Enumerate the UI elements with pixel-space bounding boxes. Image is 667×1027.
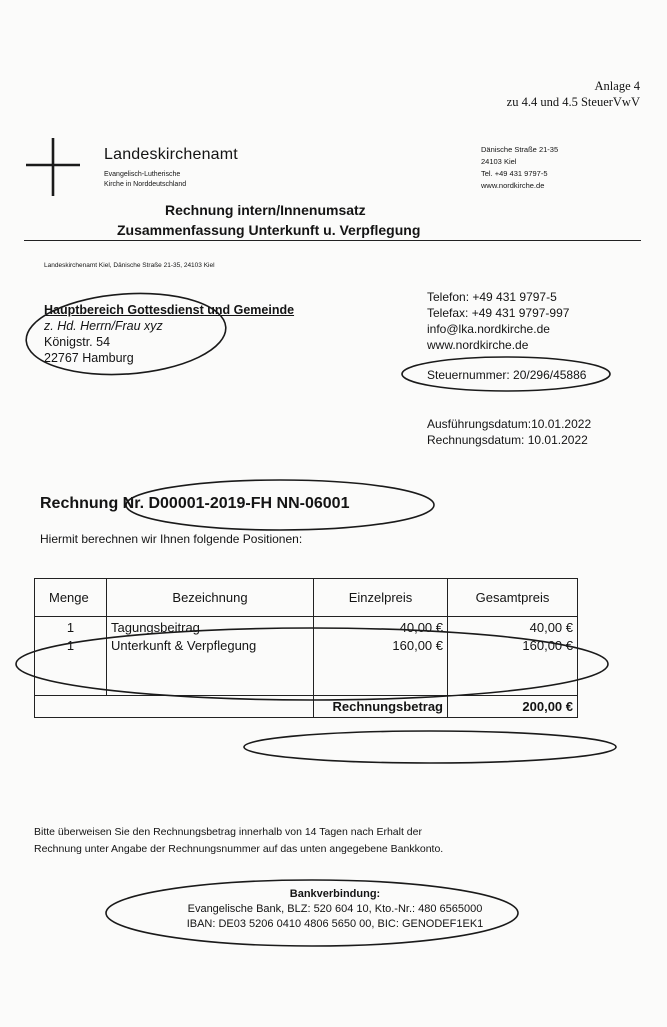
annex-line: Anlage 4 <box>594 79 640 93</box>
org-subtitle-line: Kirche in Norddeutschland <box>104 181 187 188</box>
recipient-city: 22767 Hamburg <box>44 351 134 365</box>
sum-label: Rechnungsbetrag <box>314 696 448 718</box>
invoice-intro: Hiermit berechnen wir Ihnen folgende Positionen: <box>40 532 303 546</box>
invoice-number: Nr. D00001-2019-FH NN-06001 <box>122 495 350 512</box>
return-address: Landeskirchenamt Kiel, Dänische Straße 21-35, 24103 Kiel <box>44 262 215 269</box>
recipient-street: Königstr. 54 <box>44 335 111 349</box>
bank-line: Evangelische Bank, BLZ: 520 604 10, Kto.-Nr.: 480 6565000 <box>187 903 483 915</box>
sender-web: www.nordkirche.de <box>481 181 545 190</box>
cell-quantity: 1 <box>35 617 107 636</box>
annex-note <box>507 78 640 110</box>
table-header-row <box>35 579 578 617</box>
cell-description: Tagungsbeitrag <box>107 617 314 636</box>
bank-details <box>140 887 530 932</box>
cell-quantity: 1 <box>35 635 107 653</box>
invoice-heading-prefix: Rechnung <box>40 495 119 512</box>
dates-block <box>427 416 591 448</box>
sender-phone: Tel. +49 431 9797-5 <box>481 169 548 178</box>
recipient-attention: z. Hd. Herrn/Frau xyz <box>44 319 163 333</box>
recipient-address <box>44 302 294 366</box>
contact-block <box>427 289 569 353</box>
cell-description: Unterkunft & Verpflegung <box>107 635 314 653</box>
org-name: Landeskirchenamt <box>104 146 238 163</box>
sum-value: 200,00 € <box>448 696 578 718</box>
cell-unit-price: 160,00 € <box>314 635 448 653</box>
payment-note-line: Bitte überweisen Sie den Rechnungsbetrag innerhalb von 14 Tagen nach Erhalt der <box>34 826 422 838</box>
col-header-total-price: Gesamtpreis <box>448 579 578 617</box>
cell-total-price: 40,00 € <box>448 617 578 636</box>
table-row <box>35 635 578 653</box>
invoice-date: Rechnungsdatum: 10.01.2022 <box>427 433 588 447</box>
col-header-unit-price: Einzelpreis <box>314 579 448 617</box>
invoice-heading <box>40 495 349 513</box>
org-subtitle-line: Evangelisch-Lutherische <box>104 171 181 178</box>
table-spacer-row <box>35 653 578 696</box>
annex-line: zu 4.4 und 4.5 SteuerVwV <box>506 95 640 109</box>
cell-unit-price: 40,00 € <box>314 617 448 636</box>
bank-line: IBAN: DE03 5206 0410 4806 5650 00, BIC: GENODEF1EK1 <box>186 918 484 930</box>
recipient-name: Hauptbereich Gottesdienst und Gemeinde <box>44 303 295 317</box>
table-row <box>35 617 578 636</box>
sender-city: 24103 Kiel <box>481 157 517 166</box>
contact-web: www.nordkirche.de <box>427 338 529 352</box>
table-sum-row <box>35 696 578 718</box>
tax-number: Steuernummer: 20/296/45886 <box>427 368 587 382</box>
sender-address <box>481 144 558 192</box>
col-header-description: Bezeichnung <box>107 579 314 617</box>
cell-total-price: 160,00 € <box>448 635 578 653</box>
cross-logo-icon <box>24 136 82 198</box>
contact-email: info@lka.nordkirche.de <box>427 322 550 336</box>
org-subtitle <box>104 170 186 190</box>
document-title: Rechnung intern/Innenumsatz <box>165 202 366 218</box>
title-divider <box>24 240 641 241</box>
contact-fax: Telefax: +49 431 9797-997 <box>427 306 570 320</box>
document-subtitle: Zusammenfassung Unterkunft u. Verpflegung <box>117 222 421 238</box>
contact-phone: Telefon: +49 431 9797-5 <box>427 290 557 304</box>
payment-note-line: Rechnung unter Angabe der Rechnungsnummer auf das unten angegebene Bankkonto. <box>34 843 444 855</box>
invoice-table <box>34 578 577 759</box>
payment-note <box>34 824 443 858</box>
execution-date: Ausführungsdatum:10.01.2022 <box>427 417 592 431</box>
bank-title: Bankverbindung: <box>289 888 381 900</box>
sender-street: Dänische Straße 21-35 <box>481 145 559 154</box>
col-header-quantity: Menge <box>35 579 107 617</box>
